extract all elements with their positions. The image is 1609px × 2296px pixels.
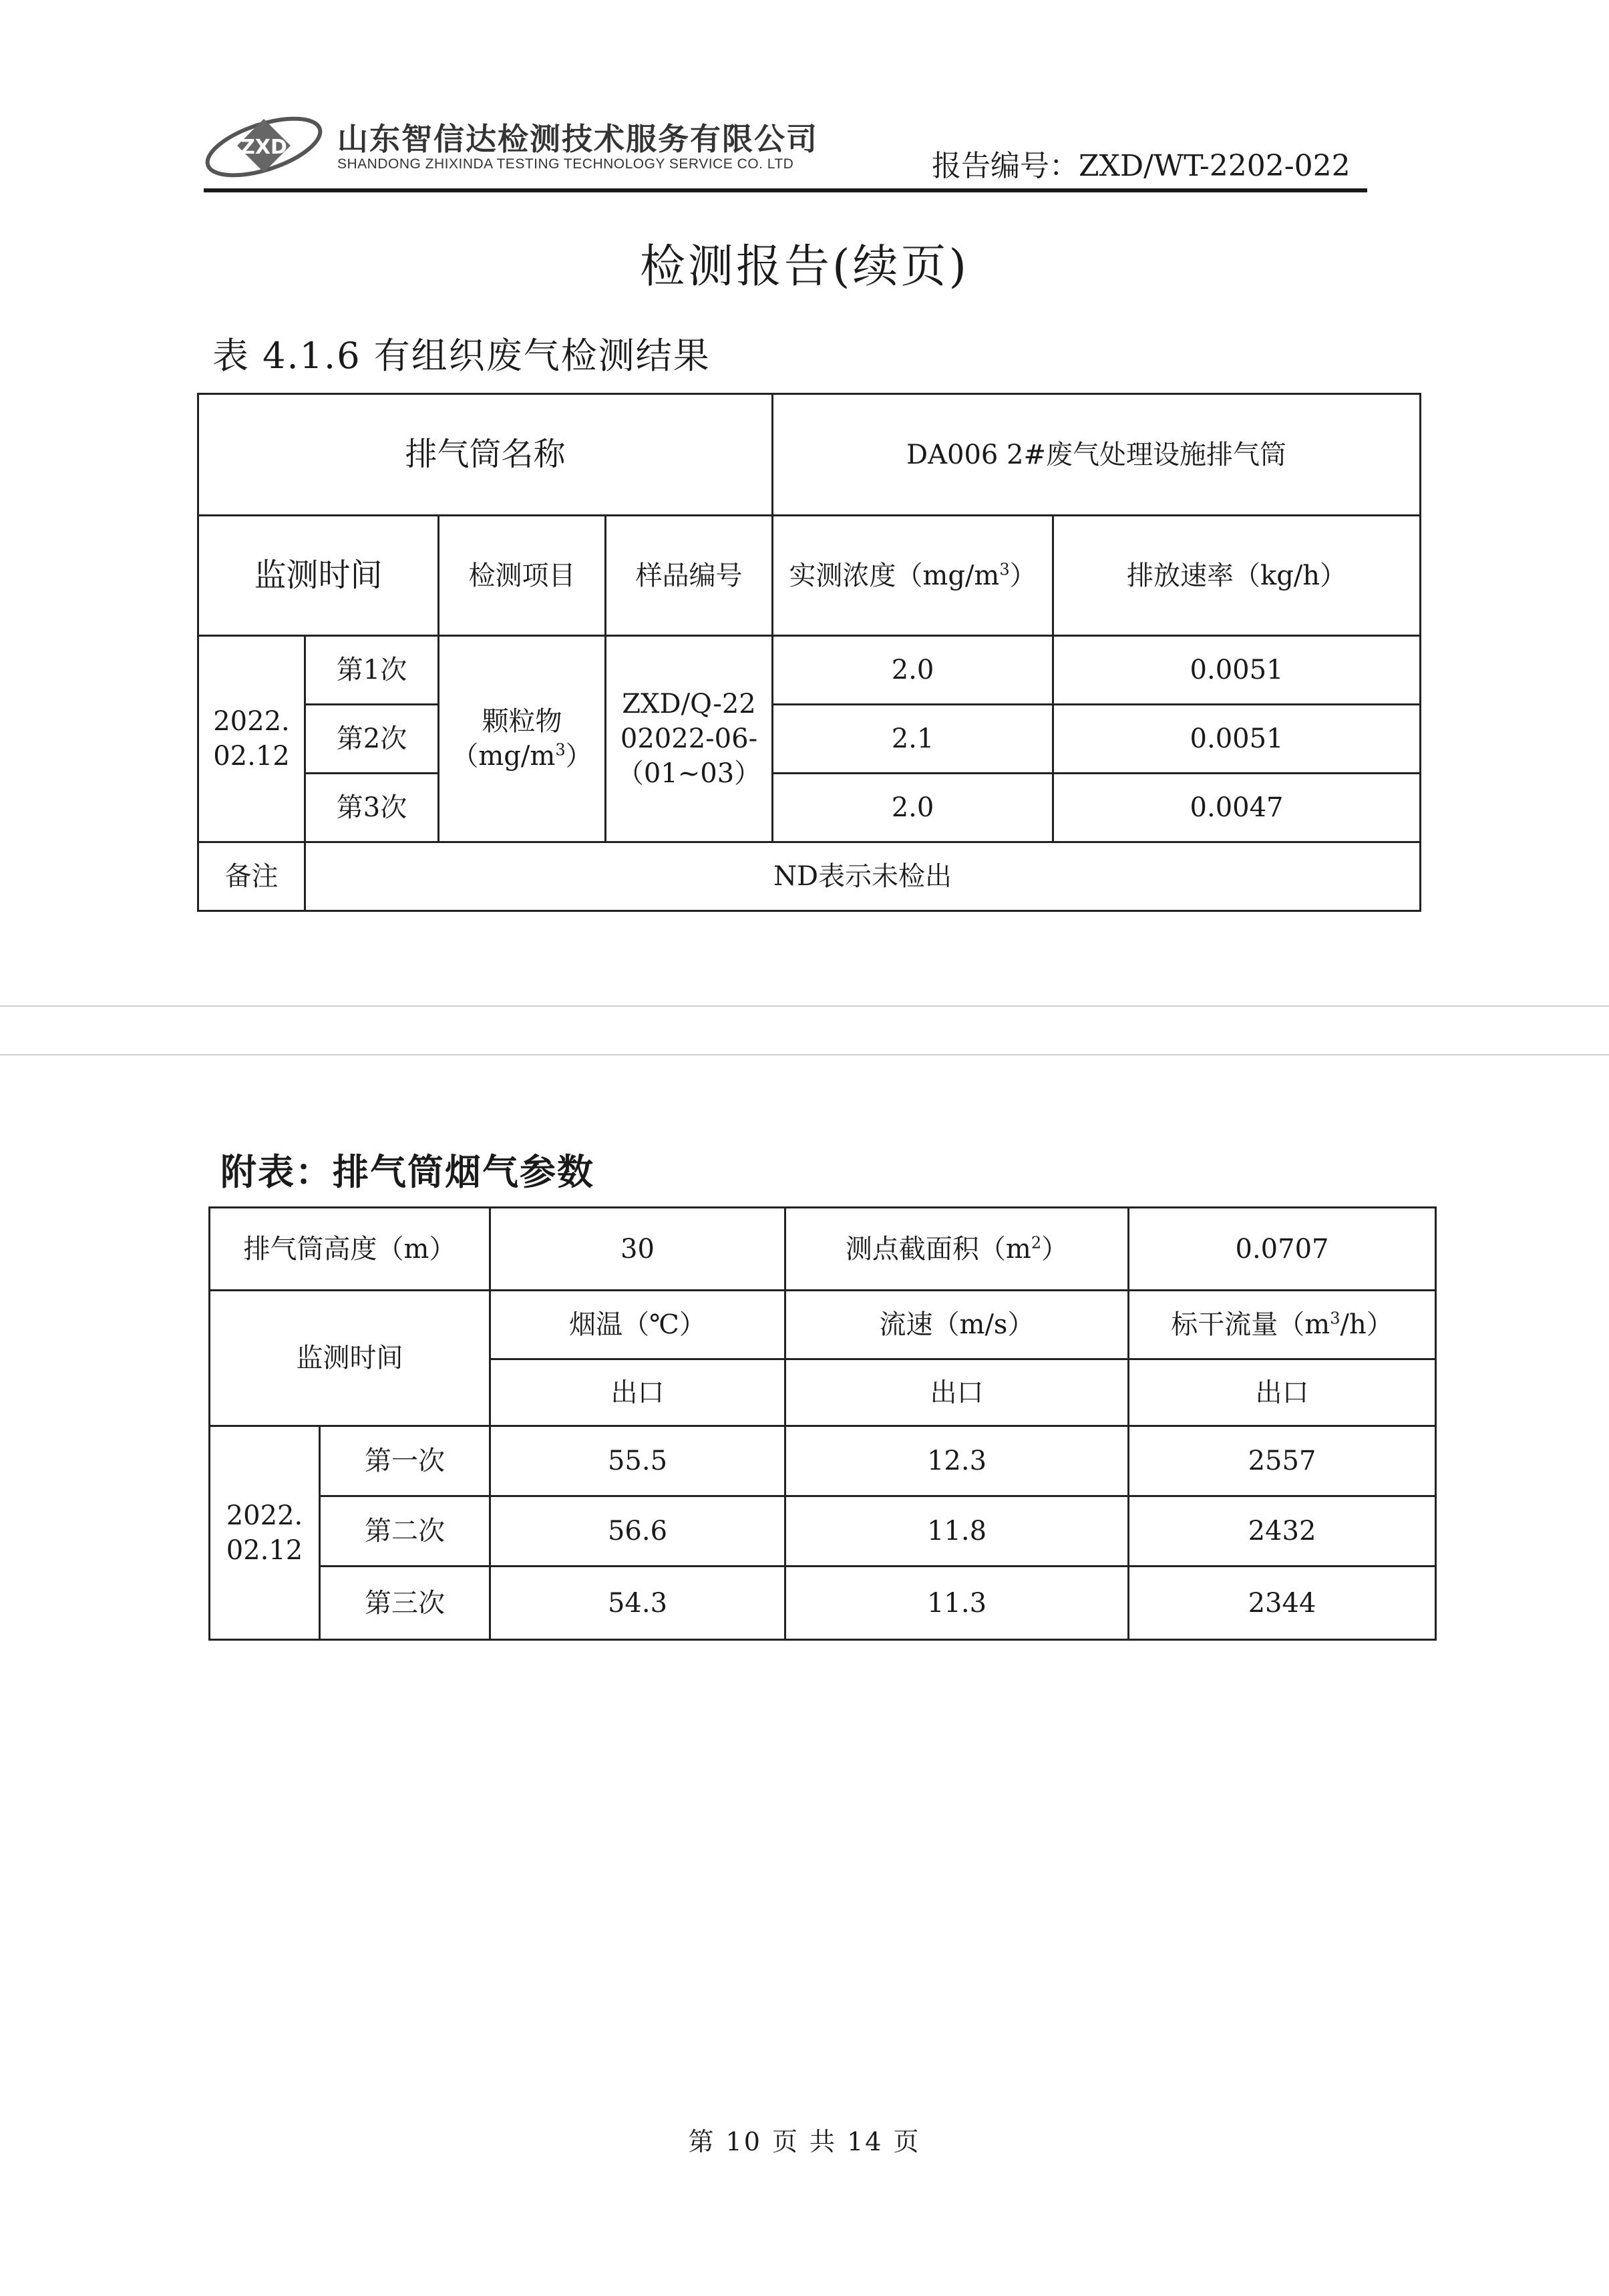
logo-lettering: ZXD [240, 136, 287, 159]
flow-speed-label: 流速（m/s） [785, 1291, 1129, 1359]
header-measured-conc [773, 516, 1053, 636]
stack-height-label: 排气筒高度（m） [210, 1208, 490, 1291]
remark-text: ND表示未检出 [305, 842, 1421, 911]
flow-speed: 12.3 [785, 1426, 1129, 1496]
stack-name-value: DA006 2#废气处理设施排气筒 [773, 394, 1421, 516]
table2-caption: 附表：排气筒烟气参数 [220, 1151, 594, 1193]
measured-conc: 2.0 [773, 774, 1053, 842]
header-emission-rate: 排放速率（kg/h） [1053, 516, 1421, 636]
area-label-text: 测点截面积（m [845, 1233, 1031, 1265]
row-label: 第二次 [320, 1496, 490, 1567]
header-sample-no: 样品编号 [606, 516, 773, 636]
row-label: 第一次 [320, 1426, 490, 1496]
flue-temp: 56.6 [490, 1496, 785, 1567]
std-dry-flow: 2432 [1129, 1496, 1436, 1567]
company-name-en: SHANDONG ZHIXINDA TESTING TECHNOLOGY SERVICE CO. LTD [337, 156, 794, 172]
header-conc-text: 实测浓度（mg/m [789, 560, 1000, 591]
flow-label-sup: 3 [1330, 1309, 1340, 1328]
test-item-end: ） [565, 741, 592, 772]
flue-temp-label: 烟温（℃） [490, 1291, 785, 1359]
page-separator [0, 1005, 1609, 1007]
report-number: 报告编号：ZXD/WT-2202-022 [932, 149, 1351, 183]
emission-results-table [197, 393, 1421, 912]
emission-rate: 0.0047 [1053, 774, 1421, 842]
monitor-date: 2022. 02.12 [198, 636, 305, 842]
section-area-label [785, 1208, 1129, 1291]
sample-number: ZXD/Q-22 02022-06- （01~03） [606, 636, 773, 842]
company-name-cn: 山东智信达检测技术服务有限公司 [337, 121, 818, 157]
stack-height-value: 30 [490, 1208, 785, 1291]
outlet-label: 出口 [1129, 1359, 1436, 1426]
emission-rate: 0.0051 [1053, 636, 1421, 705]
test-item-sup: 3 [555, 740, 566, 760]
section-area-value: 0.0707 [1129, 1208, 1436, 1291]
stack-name-label: 排气筒名称 [198, 394, 773, 516]
table1-caption: 表 4.1.6 有组织废气检测结果 [212, 335, 711, 377]
test-item [439, 636, 606, 842]
flow-speed: 11.3 [785, 1567, 1129, 1640]
emission-rate: 0.0051 [1053, 705, 1421, 774]
monitor-date: 2022. 02.12 [210, 1426, 320, 1640]
flow-speed: 11.8 [785, 1496, 1129, 1567]
area-label-end: ） [1041, 1233, 1069, 1265]
header-conc-sup: 3 [999, 560, 1010, 579]
header-test-item: 检测项目 [439, 516, 606, 636]
monitor-time-label: 监测时间 [210, 1291, 490, 1426]
flue-temp: 55.5 [490, 1426, 785, 1496]
row-label: 第三次 [320, 1567, 490, 1640]
std-dry-flow: 2557 [1129, 1426, 1436, 1496]
measured-conc: 2.0 [773, 636, 1053, 705]
row-label: 第3次 [305, 774, 439, 842]
std-dry-flow: 2344 [1129, 1567, 1436, 1640]
test-item-text: 颗粒物 （mg/m [452, 706, 562, 772]
outlet-label: 出口 [785, 1359, 1129, 1426]
std-dry-flow-label [1129, 1291, 1436, 1359]
page-number: 第 10 页 共 14 页 [688, 2127, 921, 2156]
header-rule [204, 188, 1367, 192]
row-label: 第2次 [305, 705, 439, 774]
page-title: 检测报告(续页) [639, 240, 970, 293]
flow-label-text: 标干流量（m [1171, 1309, 1330, 1340]
flue-gas-params-table [208, 1206, 1437, 1641]
remark-label: 备注 [198, 842, 305, 911]
header-conc-end: ） [1009, 560, 1037, 591]
flue-temp: 54.3 [490, 1567, 785, 1640]
company-logo [200, 107, 327, 187]
measured-conc: 2.1 [773, 705, 1053, 774]
header-monitor-time: 监测时间 [198, 516, 439, 636]
row-label: 第1次 [305, 636, 439, 705]
area-label-sup: 2 [1031, 1233, 1042, 1253]
flow-label-end: /h） [1340, 1309, 1393, 1340]
page-separator [0, 1054, 1609, 1055]
outlet-label: 出口 [490, 1359, 785, 1426]
